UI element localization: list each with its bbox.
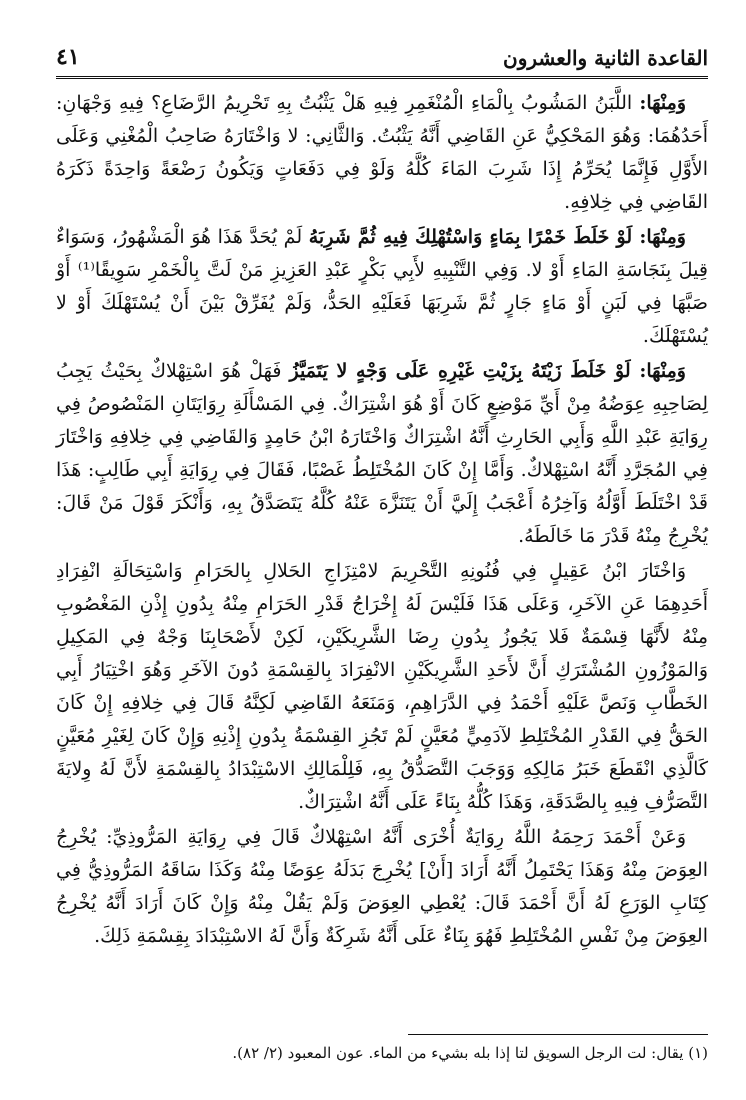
paragraph <box>56 87 708 219</box>
paragraph-lead: وَمِنْهَا: <box>639 92 686 114</box>
paragraph <box>56 221 708 353</box>
paragraph-text: وَاخْتَارَ ابْنُ عَقِيلٍ فِي فُنُونِهِ التَّحْرِيمَ لامْتِزَاجِ الحَلالِ بِالحَرَامِ وَاسْتِحَالَةِ انْفِرَادِ أَحَدِهِمَا عَنِ الآخَرِ، وَعَلَى هَذَا فَلَيْسَ لَهُ إِخْرَاجُ قَدْرِ الحَرَامِ مِنْهُ بِدُونِ إِذْنِ المَغْصُوبِ مِنْهُ لأَنَّهَا قِسْمَةٌ فَلا يَجُوزُ بِدُونِ رِضَا الشَّرِيكَيْنِ، لَكِنْ لأَصْحَابِنَا وَجْهٌ فِي المَكِيلِ وَالمَوْزُونِ المُشْتَرَكِ أَنَّ لأَحَدِ الشَّرِيكَيْنِ الانْفِرَادَ بِالقِسْمَةِ دُونَ الآخَرِ وَهُوَ اخْتِيَارُ أَبِي الخَطَّابِ وَنَصَّ عَلَيْهِ أَحْمَدُ فِي الدَّرَاهِمِ، وَمَنَعَهُ القَاضِي لَكِنَّهُ قَالَ فِي خِلافِهِ إِنْ كَانَ الحَقُّ فِي القَدْرِ المُخْتَلِطِ لآدَمِيٍّ مُعَيَّنٍ لَمْ تَجُزِ القِسْمَةُ بِدُونِ إِذْنِهِ وَإِنْ كَانَ لِغَيْرِ مُعَيَّنٍ كَالَّذِي انْقَطَعَ خَبَرُ مَالِكِهِ وَوَجَبَ التَّصَدُّقُ بِهِ، فَلِلْمَالِكِ الاسْتِبْدَادُ بِالقِسْمَةِ لأَنَّ لَهُ وِلايَةَ التَّصَرُّفِ فِيهِ بِالصَّدَقَةِ، وَهَذَا كُلُّهُ بِنَاءً عَلَى أَنَّهُ اشْتِرَاكٌ. <box>56 560 708 813</box>
page-number: ٤١ <box>56 44 80 70</box>
footnote: (١) يقال: لت الرجل السويق لتا إذا بله بشيء من الماء. عون المعبود (٢/ ٨٢). <box>232 1044 708 1062</box>
paragraph-text: فَهَلْ هُوَ اسْتِهْلاكٌ بِحَيْثُ يَجِبُ لِصَاحِبِهِ عِوَضُهُ مِنْ أَيِّ مَوْضِعٍ كَانَ أَوْ هُوَ اشْتِرَاكٌ. فِي المَسْأَلَةِ رِوَايَتَانِ المَنْصُوصُ فِي رِوَايَةِ عَبْدِ اللَّهِ وَأَبِي الحَارِثِ أَنَّهُ اشْتِرَاكٌ وَاخْتَارَهُ ابْنُ حَامِدٍ وَالقَاضِي فِي خِلافِهِ وَاخْتَارَ فِي المُجَرَّدِ أَنَّهُ اسْتِهْلاكٌ. وَأَمَّا إِنْ كَانَ المُخْتَلِطُ غَصْبًا، فَقَالَ فِي رِوَايَةِ أَبِي طَالِبٍ: هَذَا قَدْ اخْتَلَطَ أَوَّلُهُ وَآخِرُهُ أَعْجَبُ إِلَيَّ أَنْ يَتَنَزَّهَ عَنْهُ كُلَّهُ يَتَصَدَّقُ بِهِ، وَأَنْكَرَ قَوْلَ مَنْ قَالَ: يُخْرِجُ مِنْهُ قَدْرَ مَا خَالَطَهُ. <box>56 360 708 547</box>
paragraph-lead: وَمِنْهَا: لَوْ خَلَطَ زَيْتَهُ بِزَيْتِ غَيْرِهِ عَلَى وَجْهٍ لا يَتَمَيَّزُ <box>289 360 686 382</box>
running-title: القاعدة الثانية والعشرون <box>503 46 708 70</box>
page-header <box>56 44 708 79</box>
paragraph <box>56 355 708 553</box>
paragraph <box>56 555 708 819</box>
paragraph <box>56 821 708 953</box>
footnote-divider <box>408 1034 708 1035</box>
paragraph-text: وَعَنْ أَحْمَدَ رَحِمَهُ اللَّهُ رِوَايَةٌ أُخْرَى أَنَّهُ اسْتِهْلاكٌ قَالَ فِي رِوَايَةِ المَرُّوذِيِّ: يُخْرِجُ العِوَضَ مِنْهُ وَهَذَا يَحْتَمِلُ أَنَّهُ أَرَادَ [أَنْ] يُخْرِجَ بَدَلَهُ عِوَضًا مِنْهُ وَكَذَا سَاقَهُ المَرُّوذِيُّ فِي كِتَابِ الوَرَعِ لَهُ أَنَّ أَحْمَدَ قَالَ: يُعْطِي العِوَضَ وَلَمْ يَقُلْ مِنْهُ وَإِنْ كَانَ أَرَادَ أَنَّهُ يُخْرِجُ العِوَضَ مِنْ نَفْسِ المُخْتَلِطِ فَهُوَ بِنَاءٌ عَلَى أَنَّهُ شَرِكَةٌ وَأَنَّ لَهُ الاسْتِبْدَادَ بِقِسْمَةِ ذَلِكَ. <box>56 826 708 947</box>
paragraph-text: اللَّبَنُ المَشُوبُ بِالْمَاءِ الْمُنْغَمِرِ فِيهِ هَلْ يَثْبُتُ بِهِ تَحْرِيمُ الرَّضَاعِ؟ فِيهِ وَجْهَانِ: أَحَدُهُمَا: وَهُوَ المَحْكِيُّ عَنِ القَاضِي أَنَّهُ يَثْبُتُ. وَالثَّانِي: لا وَاخْتَارَهُ صَاحِبُ الْمُغْنِي وَعَلَى الأَوَّلِ فَإِنَّمَا يُحَرِّمُ إِذَا شَرِبَ المَاءَ كُلَّهُ وَلَوْ فِي دَفَعَاتٍ وَيَكُونُ رَضْعَةً وَاحِدَةً ذَكَرَهُ القَاضِي فِي خِلافِهِ. <box>56 92 708 213</box>
paragraph-lead: وَمِنْهَا: لَوْ خَلَطَ خَمْرًا بِمَاءٍ وَاسْتُهْلِكَ فِيهِ ثُمَّ شَرِبَهُ <box>308 226 686 248</box>
main-text <box>56 87 708 953</box>
paragraph-text: لَمْ يُحَدَّ هَذَا هُوَ الْمَشْهُورُ، وَسَوَاءٌ قِيلَ بِنَجَاسَةِ المَاءِ أَوْ لا. وَفِي التَّنْبِيهِ لأَبِي بَكْرٍ عَبْدِ العَزِيزِ مَنْ لَتَّ بِالْخَمْرِ سَوِيقًا⁽¹⁾ أَوْ صَبَّهَا فِي لَبَنٍ أَوْ مَاءٍ جَارٍ ثُمَّ شَرِبَهَا فَعَلَيْهِ الحَدُّ، وَلَمْ يُفَرِّقْ بَيْنَ أَنْ يُسْتَهْلَكَ أَوْ لا يُسْتَهْلَكَ. <box>56 226 708 347</box>
